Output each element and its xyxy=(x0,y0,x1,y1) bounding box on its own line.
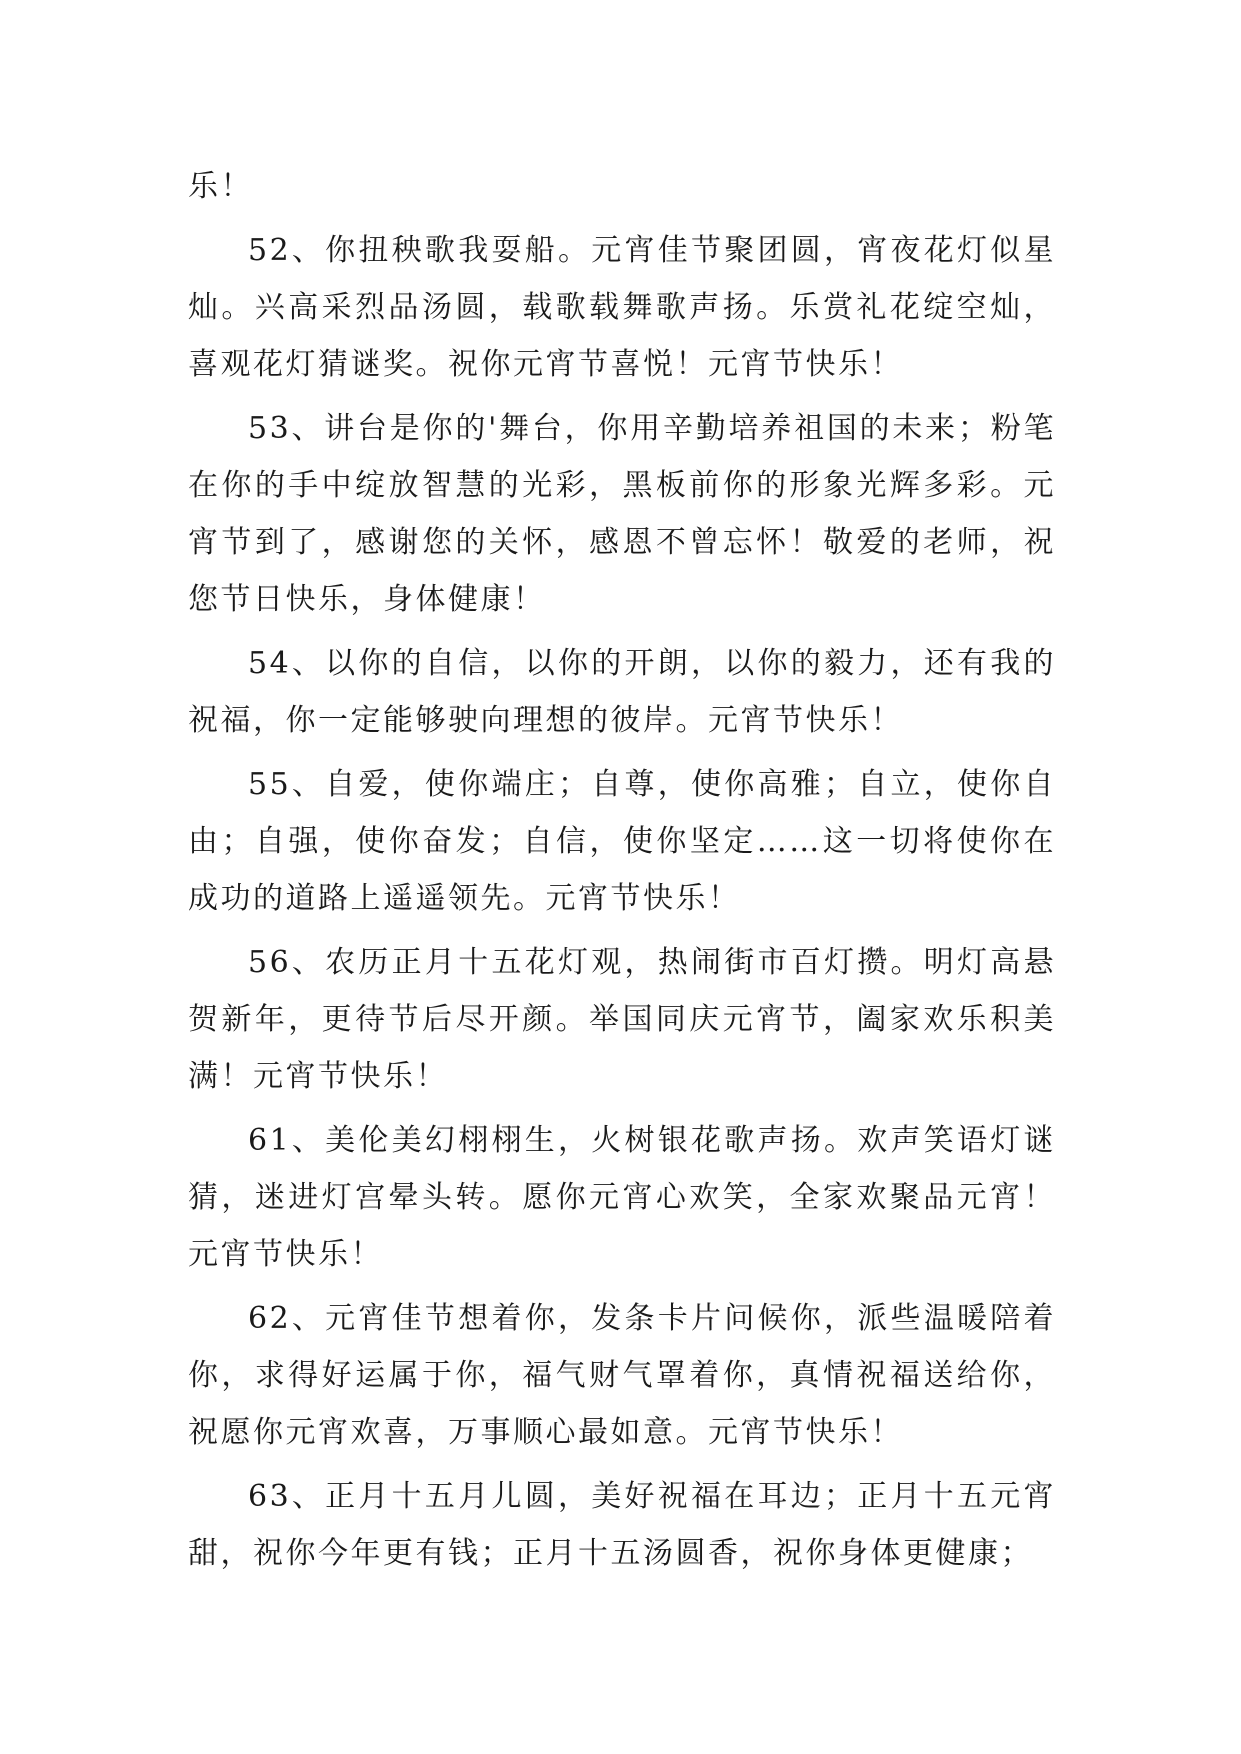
paragraph-54: 54、以你的自信，以你的开朗，以你的毅力，还有我的祝福，你一定能够驶向理想的彼岸。元宵节快乐！ xyxy=(188,646,1056,738)
document-body xyxy=(188,158,1056,1589)
paragraph-55: 55、自爱，使你端庄；自尊，使你高雅；自立，使你自由；自强，使你奋发；自信，使你坚定……这一切将使你在成功的道路上遥遥领先。元宵节快乐！ xyxy=(188,767,1056,916)
paragraph-56: 56、农历正月十五花灯观，热闹街市百灯攒。明灯高悬贺新年，更待节后尽开颜。举国同庆元宵节，阖家欢乐积美满！元宵节快乐！ xyxy=(188,945,1056,1094)
paragraph-63: 63、正月十五月儿圆，美好祝福在耳边；正月十五元宵甜，祝你今年更有钱；正月十五汤圆香，祝你身体更健康； xyxy=(188,1479,1056,1571)
paragraph-62: 62、元宵佳节想着你，发条卡片问候你，派些温暖陪着你，求得好运属于你，福气财气罩着你，真情祝福送给你，祝愿你元宵欢喜，万事顺心最如意。元宵节快乐！ xyxy=(188,1301,1056,1450)
paragraph-61: 61、美伦美幻栩栩生，火树银花歌声扬。欢声笑语灯谜猜，迷进灯宫晕头转。愿你元宵心欢笑，全家欢聚品元宵！元宵节快乐！ xyxy=(188,1123,1056,1272)
paragraph-53: 53、讲台是你的'舞台，你用辛勤培养祖国的未来；粉笔在你的手中绽放智慧的光彩，黑板前你的形象光辉多彩。元宵节到了，感谢您的关怀，感恩不曾忘怀！敬爱的老师，祝您节日快乐，身体健康！ xyxy=(188,411,1056,617)
paragraph-continuation: 乐！ xyxy=(188,169,253,204)
paragraph-52: 52、你扭秧歌我耍船。元宵佳节聚团圆，宵夜花灯似星灿。兴高采烈品汤圆，载歌载舞歌声扬。乐赏礼花绽空灿，喜观花灯猜谜奖。祝你元宵节喜悦！元宵节快乐！ xyxy=(188,233,1056,382)
